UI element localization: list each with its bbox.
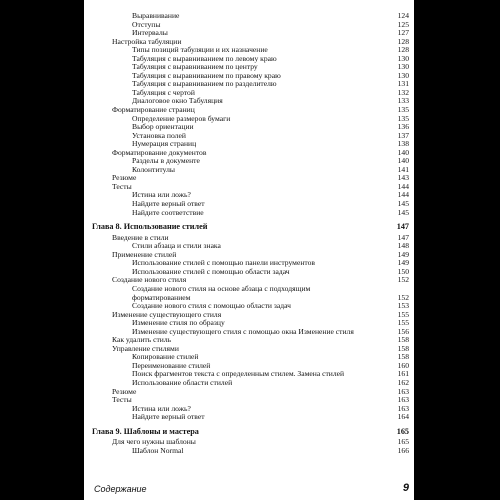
toc-entry-title: Создание нового стиля	[112, 275, 187, 285]
toc-entry-page: 145	[397, 199, 409, 209]
toc-entry-page: 163	[397, 403, 409, 413]
toc-entry-title: Копирование стилей	[132, 352, 199, 362]
toc-entry-title: Колонтитулы	[132, 164, 175, 174]
toc-entry-title: Создание нового стиля на основе абзаца с подходящим	[132, 283, 311, 293]
toc-entry-page: 156	[397, 326, 409, 336]
toc-entry-title: Выбор ориентации	[132, 122, 194, 132]
toc-entry-page: 141	[397, 164, 409, 174]
toc-entry	[84, 209, 414, 218]
toc-entry-title: Шаблон Normal	[132, 445, 184, 455]
toc-entry-title: Для чего нужны шаблоны	[112, 437, 196, 447]
toc-entry-title: Интервалы	[132, 28, 168, 38]
toc-entry-page: 158	[397, 352, 409, 362]
toc-entry-page: 140	[397, 147, 409, 157]
toc-entry-page: 127	[397, 28, 409, 38]
toc-entry-page: 128	[397, 36, 409, 46]
toc-entry-page: 158	[397, 343, 409, 353]
toc-entry-title: Табуляция с выравниванием по центру	[132, 62, 258, 72]
toc-entry-page: 155	[397, 309, 409, 319]
toc-entry-page: 153	[397, 301, 409, 311]
toc-entry-title: Резюме	[112, 173, 137, 183]
toc-entry-title: Введение в стили	[112, 232, 169, 242]
toc-entry-title: Применение стилей	[112, 249, 177, 259]
toc-entry-title: Нумерация страниц	[132, 139, 197, 149]
toc-entry-title: Стили абзаца и стили знака	[132, 241, 221, 251]
toc-chapter-heading	[84, 428, 414, 437]
toc-entry-page: 152	[397, 275, 409, 285]
toc-entry-title: Разделы в документе	[132, 156, 200, 166]
toc-entry-page: 161	[397, 369, 409, 379]
toc-entry	[84, 174, 414, 183]
toc-entry-page: 152	[397, 292, 409, 302]
toc-chapter-heading	[84, 223, 414, 232]
toc-entry-title: Тесты	[112, 395, 132, 405]
table-of-contents	[84, 12, 414, 455]
toc-entry-page: 162	[397, 377, 409, 387]
toc-entry-page: 145	[397, 207, 409, 217]
toc-entry-page: 166	[397, 445, 409, 455]
toc-entry-page: 124	[397, 11, 409, 20]
toc-entry-page: 147	[396, 222, 409, 232]
footer-page-number: 9	[402, 482, 409, 494]
toc-entry-title: Определение размеров бумаги	[132, 113, 231, 123]
toc-entry-page: 133	[397, 96, 409, 106]
toc-entry-page: 163	[397, 395, 409, 405]
toc-entry-title: Форматирование документов	[112, 147, 207, 157]
toc-entry-page: 147	[397, 232, 409, 242]
toc-entry-page: 155	[397, 318, 409, 328]
toc-entry-title: Диалоговое окно Табуляция	[132, 96, 223, 106]
page-footer	[84, 482, 414, 500]
toc-entry-title: Настройка табуляции	[112, 36, 182, 46]
toc-entry-page: 140	[397, 156, 409, 166]
toc-entry	[84, 388, 414, 397]
toc-entry-title: Использование стилей с помощью панели инструментов	[132, 258, 315, 268]
toc-entry-page: 150	[397, 266, 409, 276]
toc-entry-page: 165	[396, 426, 409, 436]
toc-entry-title: Управление стилями	[112, 343, 179, 353]
toc-entry-page: 165	[397, 437, 409, 447]
toc-entry-page: 131	[397, 79, 409, 89]
toc-entry-title: Найдите соответствие	[132, 207, 204, 217]
toc-entry-page: 160	[397, 360, 409, 370]
toc-entry-title: Типы позиций табуляции и их назначение	[132, 45, 268, 55]
toc-entry	[84, 447, 414, 456]
toc-entry	[84, 413, 414, 422]
toc-entry-page: 143	[397, 173, 409, 183]
toc-entry-title: Истина или ложь?	[132, 190, 191, 200]
toc-entry-page: 132	[397, 87, 409, 97]
toc-entry-title: Табуляция с выравниванием по правому краю	[132, 70, 281, 80]
toc-entry-title: Табуляция с чертой	[132, 87, 195, 97]
toc-entry-page: 158	[397, 335, 409, 345]
toc-entry-page: 128	[397, 45, 409, 55]
toc-entry-title: Переименование стилей	[132, 360, 211, 370]
toc-entry-title: Табуляция с выравниванием по левому краю	[132, 53, 277, 63]
toc-entry-title: Истина или ложь?	[132, 403, 191, 413]
toc-entry-page: 136	[397, 122, 409, 132]
toc-entry-title: Найдите верный ответ	[132, 199, 205, 209]
toc-entry-page: 135	[397, 113, 409, 123]
toc-entry-title: Использование стилей с помощью области задач	[132, 266, 290, 276]
toc-entry-page: 130	[397, 53, 409, 63]
toc-entry-title: Изменение существующего стиля	[112, 309, 222, 319]
toc-entry-title: Найдите верный ответ	[132, 412, 205, 422]
toc-entry-page: 163	[397, 386, 409, 396]
toc-entry-title: Тесты	[112, 181, 132, 191]
toc-entry-title: Резюме	[112, 386, 137, 396]
toc-entry-page: 130	[397, 70, 409, 80]
toc-entry-page: 144	[397, 190, 409, 200]
document-page	[84, 0, 414, 500]
toc-entry-title: Табуляция с выравниванием по разделителю	[132, 79, 277, 89]
toc-entry-title: Создание нового стиля с помощью области задач	[132, 301, 291, 311]
toc-entry-title: Использование области стилей	[132, 377, 233, 387]
toc-entry-title: форматированием	[132, 292, 191, 302]
toc-entry-title: Отступы	[132, 19, 161, 29]
toc-entry-page: 149	[397, 258, 409, 268]
toc-entry-page: 130	[397, 62, 409, 72]
toc-entry-title: Глава 8. Использование стилей	[92, 222, 208, 232]
toc-entry-page: 138	[397, 139, 409, 149]
toc-entry-page: 135	[397, 105, 409, 115]
toc-entry-page: 125	[397, 19, 409, 29]
toc-entry-page: 149	[397, 249, 409, 259]
toc-entry-title: Изменение стиля по образцу	[132, 318, 225, 328]
toc-entry-page: 148	[397, 241, 409, 251]
toc-entry-page: 137	[397, 130, 409, 140]
footer-section-title: Содержание	[94, 484, 147, 494]
toc-entry-title: Поиск фрагментов текста с определенным стилем. Замена стилей	[132, 369, 345, 379]
toc-entry-page: 144	[397, 181, 409, 191]
toc-entry-page: 164	[397, 412, 409, 422]
toc-entry-title: Изменение существующего стиля с помощью окна Изменение стиля	[132, 326, 354, 336]
toc-entry-title: Форматирование страниц	[112, 105, 195, 115]
toc-entry-title: Установка полей	[132, 130, 186, 140]
toc-entry-title: Выравнивание	[132, 11, 180, 20]
toc-entry-title: Как удалить стиль	[112, 335, 172, 345]
toc-entry-title: Глава 9. Шаблоны и мастера	[92, 426, 199, 436]
